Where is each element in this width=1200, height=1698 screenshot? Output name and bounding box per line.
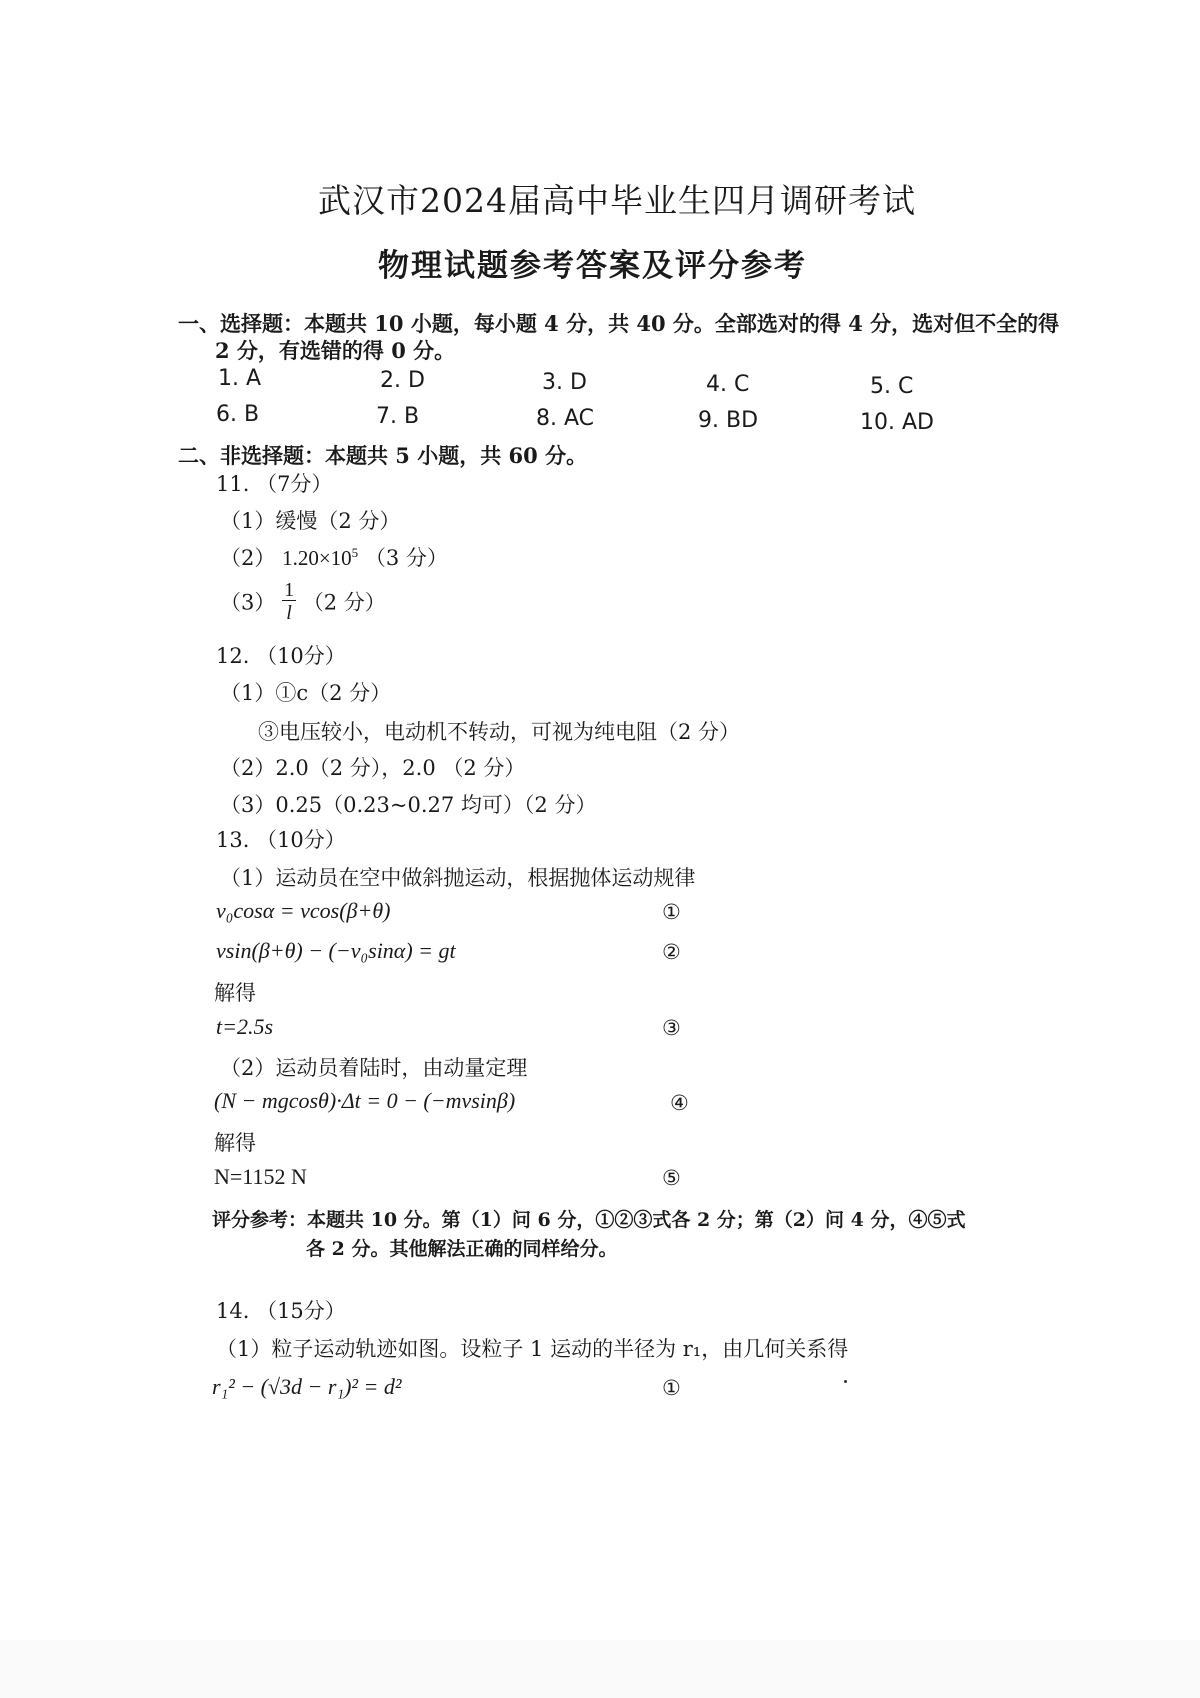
answer-item: 4. C	[706, 372, 750, 397]
page-title: 武汉市2024届高中毕业生四月调研考试	[318, 181, 916, 220]
answer-item: 1. A	[218, 366, 262, 391]
equation-mark: ①	[662, 1376, 681, 1400]
equation: r₁² − (√3d − r₁)² = d²	[212, 1374, 402, 1399]
answer-item: 9. BD	[698, 408, 759, 433]
equation: t=2.5s	[216, 1014, 274, 1039]
q11-part3-score: （2 分）	[302, 590, 386, 615]
q11-part2-label: （2）	[220, 546, 276, 570]
equation-mark: ④	[670, 1091, 689, 1115]
q13-part1: （1）运动员在空中做斜抛运动，根据抛体运动规律	[220, 866, 696, 890]
q14-part1: （1）粒子运动轨迹如图。设粒子 1 运动的半径为 r₁，由几何关系得	[216, 1337, 849, 1361]
grading-note-line1: 评分参考：本题共 10 分。第（1）问 6 分，①②③式各 2 分；第（2）问 4 分，④⑤式	[212, 1209, 966, 1231]
grading-note-line2: 各 2 分。其他解法正确的同样给分。	[306, 1238, 618, 1260]
answer-item: 6. B	[216, 402, 260, 427]
equation-mark: ①	[662, 900, 681, 924]
answer-item: 3. D	[542, 370, 587, 395]
q12-part1: （1）①c（2 分）	[220, 681, 392, 705]
answer-item: 5. C	[870, 374, 914, 399]
equation-mark: ②	[662, 940, 681, 964]
answer-item: 2. D	[380, 368, 425, 393]
q13-part2: （2）运动员着陆时，由动量定理	[220, 1056, 528, 1080]
q11-part2	[220, 542, 448, 572]
fraction-numerator: 1	[284, 579, 295, 601]
section1-heading-line1: 一、选择题：本题共 10 小题，每小题 4 分，共 40 分。全部选对的得 4 分，选对但不全的得	[178, 311, 1060, 336]
section2-heading: 二、非选择题：本题共 5 小题，共 60 分。	[178, 443, 588, 468]
section1-heading-line2: 2 分，有选错的得 0 分。	[215, 338, 456, 363]
q11-part2-value: 1.20×10	[282, 546, 352, 570]
equation: vsin(β+θ) − (−v₀sinα) = gt	[216, 938, 456, 963]
q11-part1: （1）缓慢（2 分）	[220, 509, 401, 533]
q11-part3-label: （3）	[220, 590, 276, 615]
equation: (N − mgcosθ)·Δt = 0 − (−mvsinβ)	[214, 1088, 516, 1113]
fraction-denominator: l	[286, 602, 292, 624]
speck	[844, 1380, 847, 1383]
answer-item: 8. AC	[536, 406, 595, 431]
equation-mark: ③	[662, 1016, 681, 1040]
q12-part3: （3）0.25（0.23~0.27 均可）（2 分）	[220, 793, 597, 817]
page-footer-band	[0, 1640, 1200, 1698]
solve-label: 解得	[214, 1131, 256, 1155]
q14-header: 14. （15分）	[216, 1299, 346, 1323]
answer-item: 10. AD	[860, 410, 934, 435]
page-subtitle: 物理试题参考答案及评分参考	[378, 248, 807, 284]
equation-mark: ⑤	[662, 1166, 681, 1190]
q12-part2: （2）2.0（2 分），2.0 （2 分）	[220, 756, 526, 780]
q11-part2-exponent: 5	[351, 545, 359, 560]
q11-header: 11. （7分）	[216, 472, 333, 496]
q13-header: 13. （10分）	[216, 828, 346, 852]
q11-part2-score: （3 分）	[364, 546, 448, 570]
solve-label: 解得	[214, 981, 256, 1005]
q11-part3	[220, 580, 386, 623]
answer-item: 7. B	[376, 404, 420, 429]
q12-header: 12. （10分）	[216, 644, 346, 668]
equation: N=1152 N	[214, 1164, 307, 1189]
q12-part1b: ③电压较小，电动机不转动，可视为纯电阻（2 分）	[258, 720, 741, 744]
equation: v₀cosα = vcos(β+θ)	[216, 898, 391, 923]
q11-part3-fraction	[282, 580, 296, 623]
